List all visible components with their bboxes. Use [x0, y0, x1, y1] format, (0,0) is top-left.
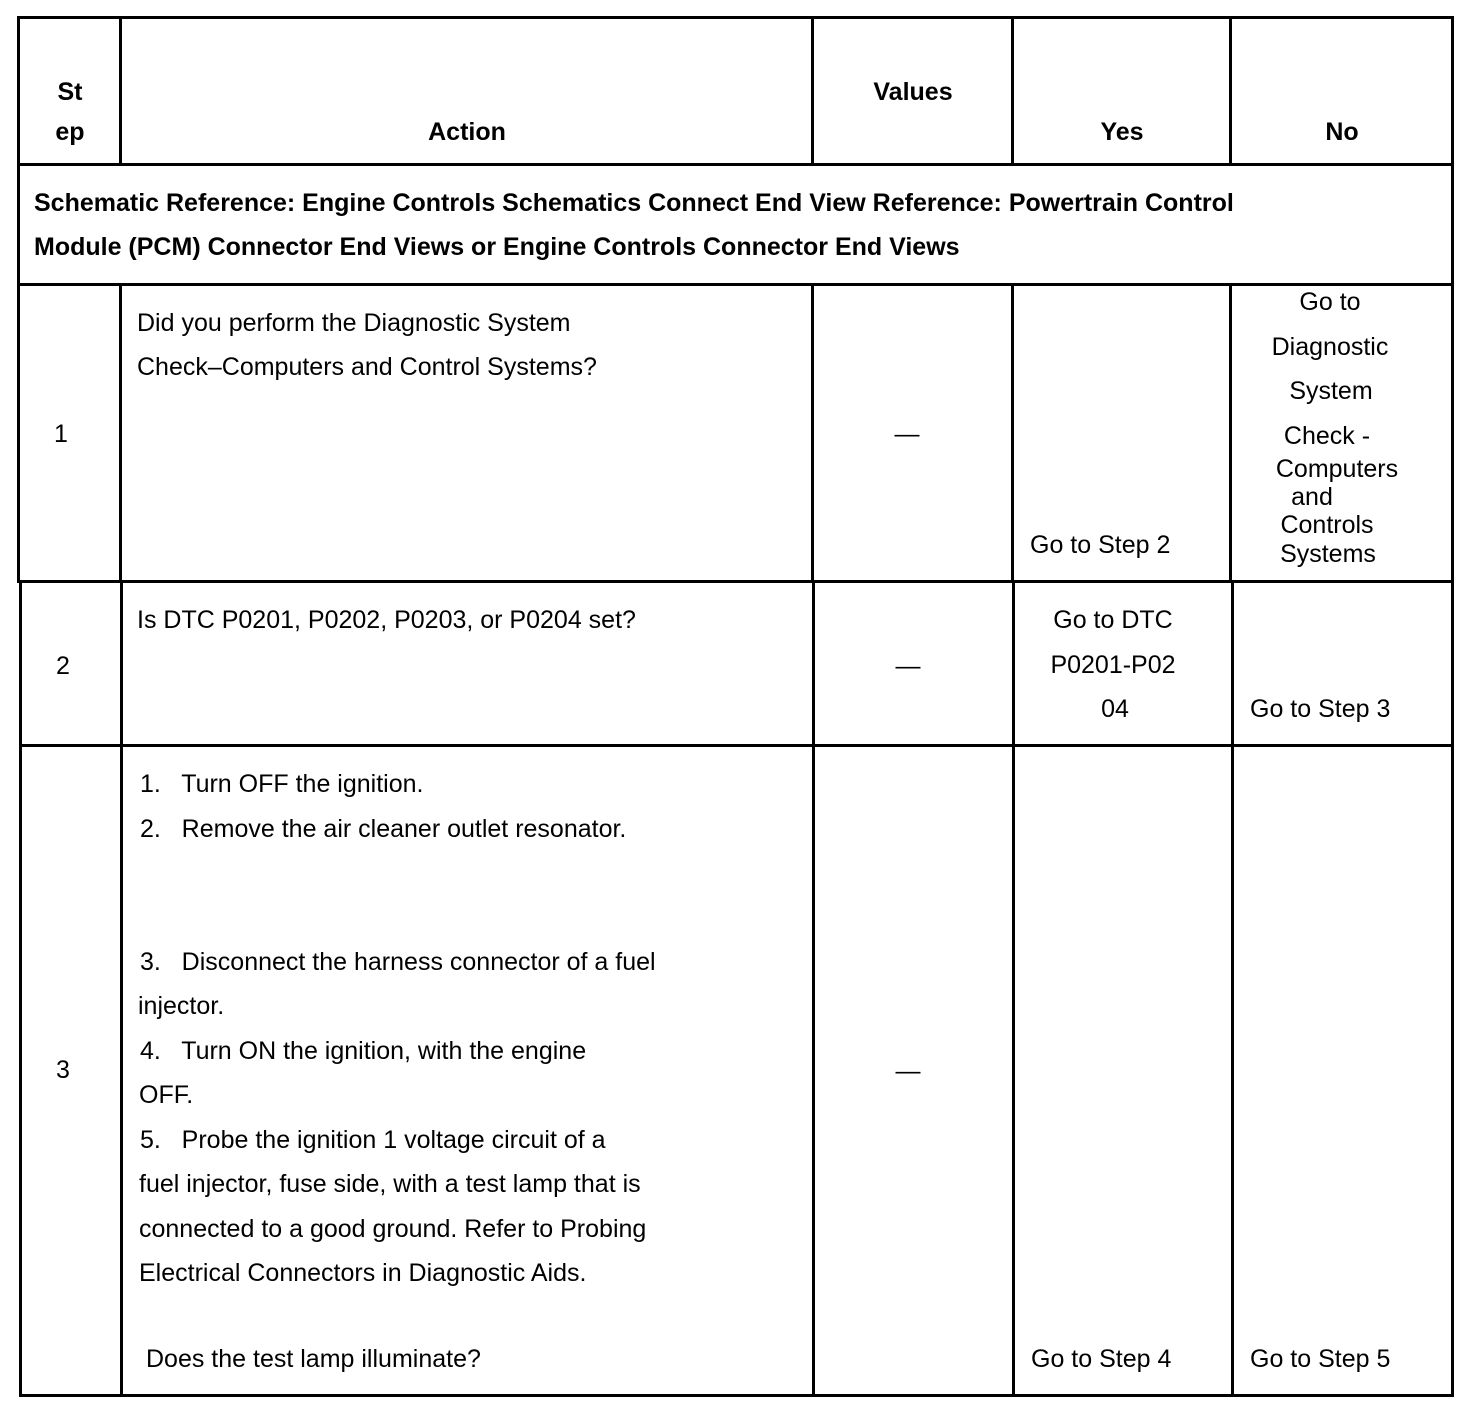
header-yes: Yes — [1100, 118, 1144, 146]
row-2-no: Go to Step 3 — [1250, 695, 1391, 723]
row-1-action-line-1: Did you perform the Diagnostic System — [137, 309, 571, 337]
row-3-action-line-1: 1. Turn OFF the ignition. — [140, 770, 424, 798]
table-border-left-lower — [19, 580, 22, 1397]
row-2-col-divider-step — [120, 580, 123, 1397]
row-2-yes-line-3: 04 — [1101, 695, 1129, 723]
row-1-values: — — [894, 420, 920, 448]
row-3-step: 3 — [56, 1056, 70, 1084]
row-3-yes: Go to Step 4 — [1031, 1345, 1172, 1373]
row-3-action-line-4: injector. — [138, 992, 225, 1020]
table-border-bottom — [19, 1394, 1454, 1397]
row-1-col-divider-values — [1011, 283, 1014, 583]
row-3-question: Does the test lamp illuminate? — [146, 1345, 481, 1373]
table-border-top — [17, 16, 1454, 19]
row-3-action-line-5: 4. Turn ON the ignition, with the engine — [140, 1037, 587, 1065]
row-2-yes-line-2: P0201-P02 — [1050, 651, 1176, 679]
row-2-action-line-1: Is DTC P0201, P0202, P0203, or P0204 set? — [137, 606, 636, 634]
reference-line-1: Schematic Reference: Engine Controls Schematics Connect End View Reference: Powertrain Control — [34, 189, 1234, 217]
row-1-no-line-3: System — [1289, 377, 1373, 405]
row-1-action-line-2: Check–Computers and Control Systems? — [137, 353, 597, 381]
header-step-line2: ep — [55, 118, 85, 146]
row-1-no-line-8: Systems — [1280, 540, 1376, 568]
row-1-step: 1 — [54, 420, 68, 448]
table-border-right — [1451, 16, 1454, 1397]
row-3-action-line-6: OFF. — [139, 1081, 194, 1109]
row-2-col-divider-yes — [1231, 580, 1234, 1397]
row-2-col-divider-action — [812, 580, 815, 1397]
row-3-action-line-9: connected to a good ground. Refer to Probing — [139, 1215, 647, 1243]
row-2-values: — — [895, 652, 921, 680]
row-3-action-line-7: 5. Probe the ignition 1 voltage circuit of a — [140, 1126, 606, 1154]
row-1-no-line-7: Controls — [1280, 511, 1374, 539]
row-2-divider — [19, 744, 1454, 747]
row-3-action-line-8: fuel injector, fuse side, with a test lamp that is — [139, 1170, 641, 1198]
row-2-step: 2 — [56, 652, 70, 680]
row-3-action-line-2: 2. Remove the air cleaner outlet resonator. — [140, 815, 627, 843]
row-1-no-line-2: Diagnostic — [1271, 333, 1389, 361]
header-action: Action — [428, 118, 506, 146]
row-1-col-divider-step — [119, 283, 122, 583]
row-2-yes-line-1: Go to DTC — [1053, 606, 1173, 634]
row-1-no-line-4: Check - — [1283, 422, 1371, 450]
row-3-action-line-3: 3. Disconnect the harness connector of a fuel — [140, 948, 656, 976]
row-1-no-line-5: Computers — [1275, 455, 1399, 483]
header-divider — [17, 163, 1454, 166]
header-values: Values — [873, 78, 953, 106]
row-3-values: — — [895, 1057, 921, 1085]
header-no: No — [1325, 118, 1359, 146]
header-step-line1: St — [57, 78, 83, 106]
row-1-divider — [17, 580, 1454, 583]
row-3-action-line-10: Electrical Connectors in Diagnostic Aids. — [139, 1259, 587, 1287]
row-3-no: Go to Step 5 — [1250, 1345, 1391, 1373]
row-1-no-line-6: and — [1291, 483, 1333, 511]
row-1-yes: Go to Step 2 — [1030, 531, 1171, 559]
reference-line-2: Module (PCM) Connector End Views or Engine Controls Connector End Views — [34, 233, 960, 261]
row-1-no-line-1: Go to — [1299, 288, 1361, 316]
